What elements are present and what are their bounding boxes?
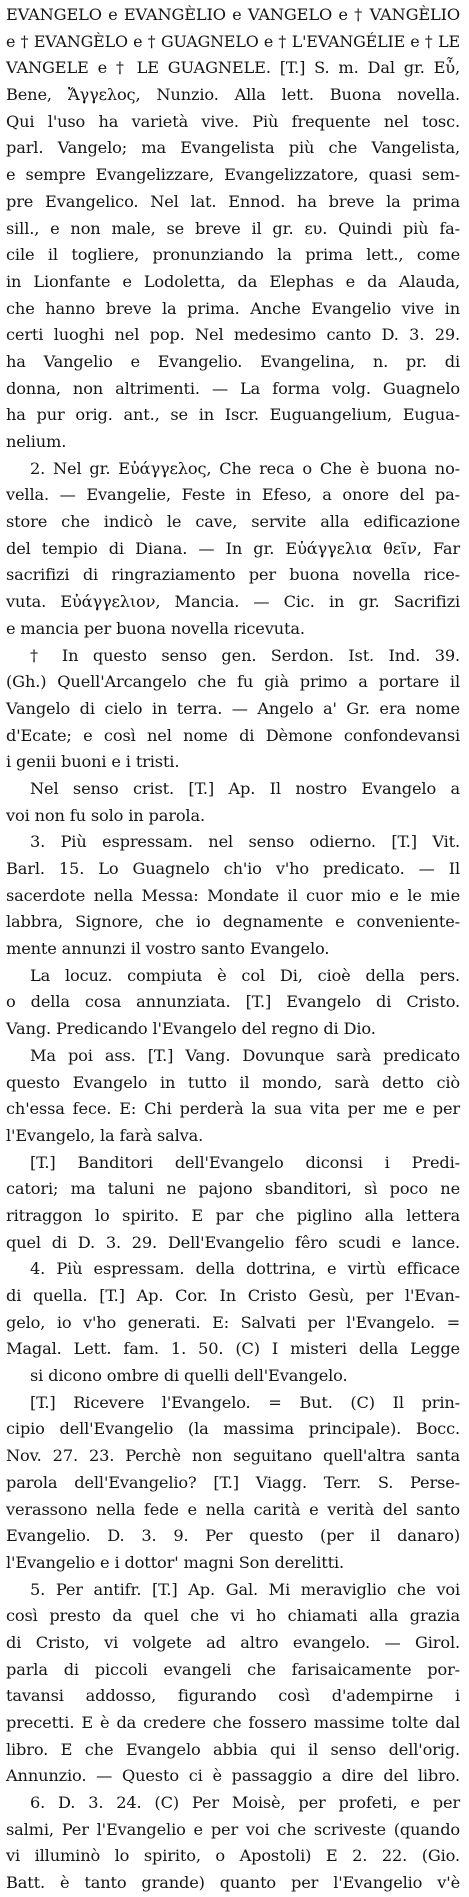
entry-line: Nel senso crist. [T.] Ap. Il nostro Evangelo a: [30, 778, 460, 798]
entry-line: o della cosa annunziata. [T.] Evangelo di Cristo.: [6, 992, 460, 1012]
entry-line: Barl. 15. Lo Guagnelo ch'io v'ho predicato. — Il: [6, 859, 460, 878]
entry-line: di quella. [T.] Ap. Cor. In Cristo Gesù, per l'Evan-: [6, 1286, 460, 1305]
entry-line: d'Ecate; e così nel nome di Dèmone confondevansi: [6, 725, 460, 745]
entry-line: 4. Più espressam. della dottrina, e virtù efficace: [30, 1259, 460, 1279]
entry-line: † In questo senso gen. Serdon. Ist. Ind. 39.: [30, 645, 460, 665]
entry-line: mente annunzi il vostro santo Evangelo.: [6, 939, 330, 959]
entry-line: che hanno breve la prima. Anche Evangelio vive in: [6, 298, 460, 318]
entry-line: questo Evangelo in tutto il mondo, sarà detto ciò: [6, 1072, 460, 1092]
entry-line: Batt. è tanto grande) quanto per l'Evangelio v'è: [6, 1873, 460, 1893]
entry-line: nelium.: [6, 432, 67, 451]
entry-line: sacerdote nella Messa: Mondate il cuor mio e le mie: [6, 885, 460, 905]
entry-line: l'Evangelo, la farà salva.: [6, 1125, 204, 1145]
entry-line: certi luoghi nel pop. Nel medesimo canto D. 3. 29.: [6, 325, 460, 345]
entry-line: [T.] Ricevere l'Evangelo. = But. (C) Il prin-: [30, 1392, 460, 1412]
entry-line: Magal. Lett. fam. 1. 50. (C) I misteri della Legge: [6, 1339, 460, 1359]
entry-line: ritraggon lo spirito. E par che piglino alla lettera: [6, 1205, 460, 1225]
entry-line: 3. Più espressam. nel senso odierno. [T.] Vit.: [30, 832, 460, 852]
entry-line: labbra, Signore, che io degnamente e conveniente-: [6, 912, 460, 932]
entry-line: vella. — Evangelie, Feste in Efeso, a onore del pa-: [6, 485, 460, 505]
entry-line: store che indicò le cave, servite alla edificazione: [6, 512, 460, 532]
entry-line: Vang. Predicando l'Evangelo del regno di Dio.: [6, 1019, 376, 1039]
entry-line: La locuz. compiuta è col Di, cioè della pers.: [30, 965, 460, 985]
entry-line: 2. Nel gr. Εὐάγγελος, Che reca o Che è buona no-: [30, 458, 460, 478]
entry-line: VANGELE e † LE GUAGNELE. [T.] S. m. Dal gr. Εὖ,: [6, 58, 460, 78]
entry-line: del tempio di Diana. — In gr. Εὐάγγελια θεῖν, Far: [6, 538, 460, 558]
entry-line: cipio dell'Evangelio (la massima principale). Bocc.: [6, 1419, 460, 1439]
entry-line: Vangelo di cielo in terra. — Angelo a' Gr. era nome: [6, 698, 460, 718]
entry-line: (Gh.) Quell'Arcangelo che fu già primo a portare il: [6, 672, 460, 692]
entry-line: vuta. Εὐάγγελιον, Mancia. — Cic. in gr. Sacrifizi: [6, 592, 460, 612]
entry-line: Nov. 27. 23. Perchè non seguitano quell'altra santa: [6, 1446, 460, 1466]
entry-line: 5. Per antifr. [T.] Ap. Gal. Mi meraviglio che voi: [30, 1579, 460, 1599]
entry-line: ha Vangelio e Evangelio. Evangelina, n. pr. di: [6, 351, 460, 371]
entry-line: catori; ma taluni ne pajono sbanditori, sì poco ne: [6, 1179, 460, 1199]
entry-line: parl. Vangelo; ma Evangelista più che Vangelista,: [6, 138, 460, 158]
entry-line: ha pur orig. ant., se in Iscr. Euguangelium, Eugua-: [6, 405, 460, 425]
entry-line: Evangelio. D. 3. 9. Per questo (per il danaro): [6, 1526, 460, 1546]
entry-line: vi illuminò lo spirito, o Apostoli) E 2. 22. (Gio.: [6, 1846, 460, 1866]
entry-line: parla di piccoli evangeli che farisaicamente por-: [6, 1659, 460, 1679]
entry-line: sacrifizi di ringraziamento per buona novella rice-: [6, 565, 460, 585]
entry-line: EVANGELO e EVANGÈLIO e VANGELO e † VANGÈLIO: [6, 5, 460, 24]
entry-line: sill., e non male, se breve il gr. ευ. Quindi più fa-: [6, 218, 460, 238]
entry-line: donna, non altrimenti. — La forma volg. Guagnelo: [6, 378, 460, 398]
entry-line: salmi, Per l'Evangelio e per voi che scriveste (quando: [6, 1819, 460, 1839]
entry-line: tavansi addosso, figurando così d'adempirne i: [6, 1686, 460, 1706]
entry-line: parola dell'Evangelio? [T.] Viagg. Terr. S. Perse-: [6, 1472, 460, 1492]
entry-line: [T.] Banditori dell'Evangelo diconsi i Predi-: [30, 1152, 460, 1172]
entry-line: verassono nella fede e nella carità e verità del santo: [6, 1499, 460, 1519]
entry-line: quel di D. 3. 29. Dell'Evangelio fêro scudi e lance.: [6, 1232, 460, 1252]
entry-line: Ma poi ass. [T.] Vang. Dovunque sarà predicato: [30, 1045, 460, 1065]
entry-line: ch'essa fece. E: Chi perderà la sua vita per me e per: [6, 1099, 460, 1119]
entry-line: e sempre Evangelizzare, Evangelizzatore, quasi sem-: [6, 165, 460, 185]
entry-line: 6. D. 3. 24. (C) Per Moisè, per profeti, e per: [30, 1793, 460, 1813]
entry-line: precetti. E è da credere che fossero massime tolte dal: [6, 1713, 460, 1732]
entry-line: così presto da quel che vi ho chiamati alla grazia: [6, 1606, 460, 1626]
entry-line: Qui l'uso ha varietà vive. Più frequente nel tosc.: [6, 111, 460, 131]
entry-line: voi non fu solo in parola.: [6, 805, 205, 825]
entry-line: cile il togliere, pronunziando la prima lett., come: [6, 245, 460, 265]
entry-column: [6, 2, 460, 1897]
entry-line: e † EVANGÈLO e † GUAGNELO e † L'EVANGÉLIE e † LE: [6, 31, 460, 51]
entry-line: in Lionfante e Lodoletta, da Elephas e da Alauda,: [6, 271, 460, 291]
entry-line: libro. E che Evangelo abbia qui il senso dell'orig.: [6, 1739, 460, 1759]
entry-line: l'Evangelio e i dottor' magni Son derelitti.: [6, 1552, 344, 1572]
entry-line: Annunzio. — Questo ci è passaggio a dire del libro.: [6, 1766, 460, 1786]
entry-line: si dicono ombre di quelli dell'Evangelo.: [30, 1366, 348, 1386]
entry-line: i genii buoni e i tristi.: [6, 752, 180, 772]
entry-line: gelo, io v'ho generati. E: Salvati per l'Evangelo. =: [6, 1312, 460, 1332]
entry-line: e mancia per buona novella ricevuta.: [6, 618, 305, 638]
entry-line: di Cristo, vi volgete ad altro evangelo. — Girol.: [6, 1632, 460, 1652]
entry-line: Bene, Ἄγγελος, Nunzio. Alla lett. Buona novella.: [6, 85, 460, 105]
entry-line: pre Evangelico. Nel lat. Ennod. ha breve la prima: [6, 191, 460, 211]
